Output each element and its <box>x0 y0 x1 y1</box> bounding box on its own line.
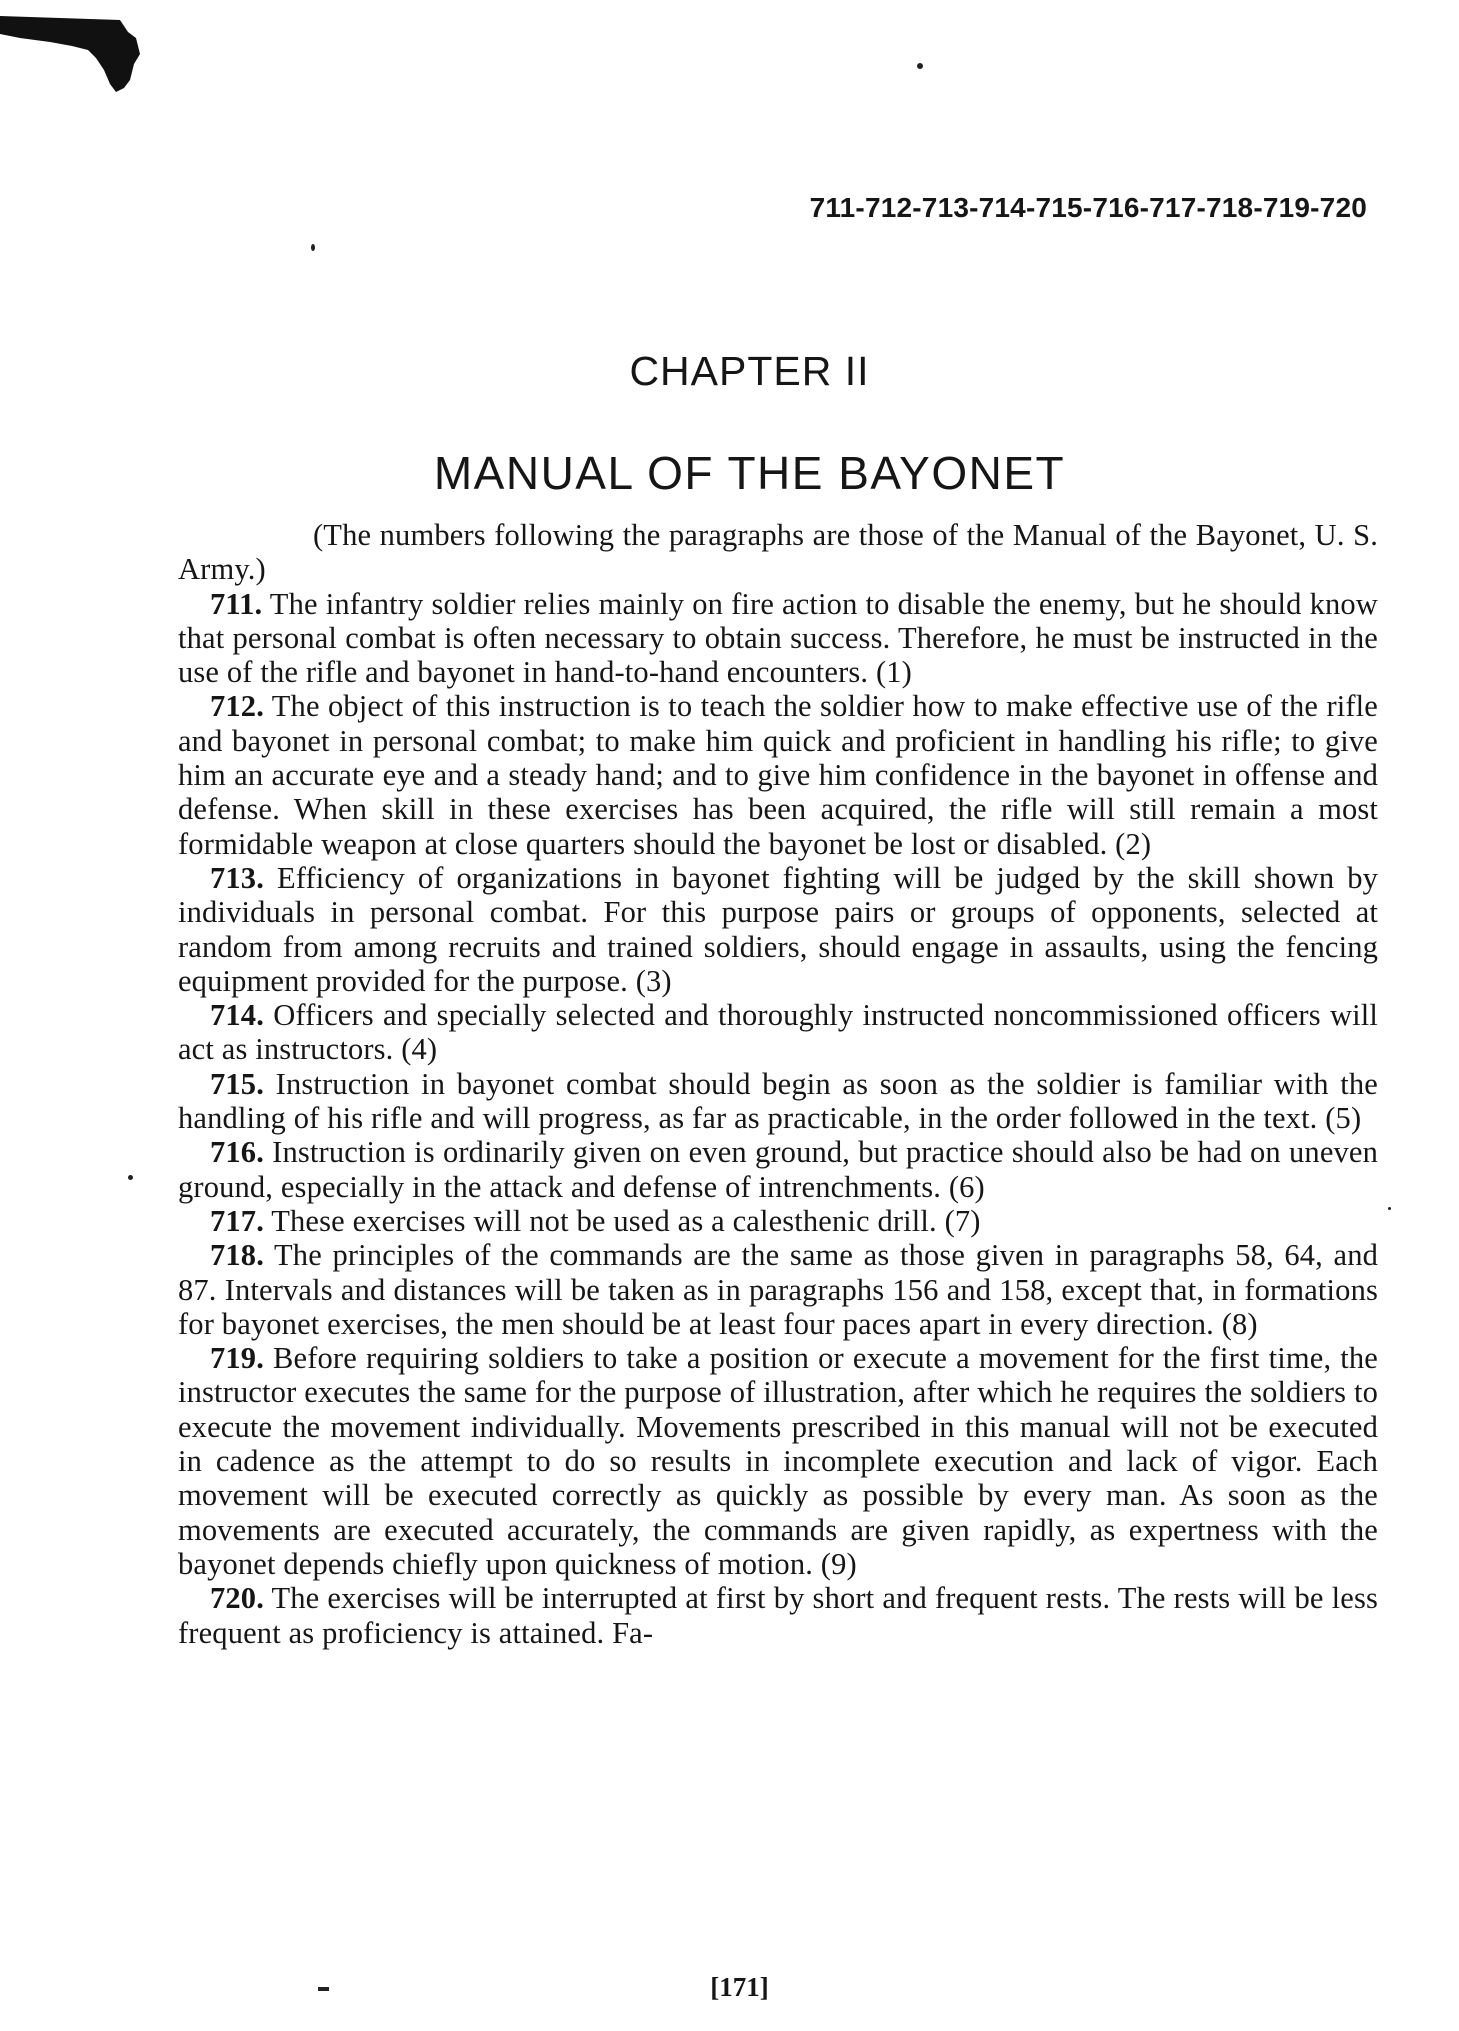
paragraph-720 <box>178 1581 1378 1650</box>
paragraph-number: 720. <box>210 1581 264 1616</box>
running-head: 711-712-713-714-715-716-717-718-719-720 <box>809 192 1367 223</box>
paragraph-number: 714. <box>210 998 264 1033</box>
ink-blot-mark <box>0 10 180 100</box>
paragraph-text: The object of this instruction is to teach the soldier how to make effective use of the rifle and bayonet in personal combat; to make him quick and proficient in handling his rifle; to give him an accurate eye and a steady hand; and to give him confidence in the bayonet in offense and defense. When skill in these exercises has been acquired, the rifle will still remain a most formidable weapon at close quarters should the bayonet be lost or disabled. (2) <box>178 689 1378 861</box>
chapter-heading: CHAPTER II <box>629 348 870 394</box>
page-title: MANUAL OF THE BAYONET <box>433 447 1066 499</box>
paragraph-number: 716. <box>210 1135 264 1170</box>
paragraph-text: The exercises will be interrupted at first by short and frequent rests. The rests will be less frequent as proficiency is attained. Fa- <box>178 1581 1378 1650</box>
paragraph-number: 717. <box>210 1203 264 1238</box>
paragraph-text: The infantry soldier relies mainly on fire action to disable the enemy, but he should know that personal combat is often necessary to obtain success. Therefore, he must be instructed in the use of the rifle and bayonet in hand-to-hand encounters. (1) <box>178 586 1378 690</box>
paragraph-text: Instruction is ordinarily given on even ground, but practice should also be had on uneven ground, especially in the attack and defense of intrenchments. (6) <box>178 1135 1378 1204</box>
paragraph-number: 719. <box>210 1341 264 1376</box>
paragraph-number: 718. <box>210 1238 264 1273</box>
paragraph-715 <box>178 1067 1378 1136</box>
page-number: [171] <box>710 1972 769 2002</box>
paragraph-716 <box>178 1135 1378 1204</box>
paragraph-714 <box>178 998 1378 1067</box>
intro-paragraph: (The numbers following the paragraphs are those of the Manual of the Bayonet, U. S. Army.) <box>178 518 1378 587</box>
paragraph-number: 711. <box>210 586 263 621</box>
speck-mark <box>128 1175 133 1180</box>
paragraph-text: These exercises will not be used as a calesthenic drill. (7) <box>271 1203 981 1238</box>
paragraph-text: Instruction in bayonet combat should begin as soon as the soldier is familiar with the handling of his rifle and will progress, as far as practicable, in the order followed in the text. (5) <box>178 1066 1378 1136</box>
body-text <box>178 518 1378 1650</box>
speck-mark <box>311 244 315 251</box>
paragraph-number: 715. <box>210 1066 264 1101</box>
paragraph-text: The principles of the commands are the same as those given in paragraphs 58, 64, and 87. Intervals and distances will be taken as in paragraphs 156 and 158, except that, in formations for bayonet exercises, the men should be at least four paces apart in every direction. (8) <box>178 1238 1378 1341</box>
paragraph-text: Efficiency of organizations in bayonet fighting will be judged by the skill shown by individuals in personal combat. For this purpose pairs or groups of opponents, selected at random from among recruits and trained soldiers, should engage in assaults, using the fencing equipment provided for the purpose. (3) <box>178 860 1379 998</box>
speck-mark <box>1388 1207 1391 1210</box>
paragraph-number: 713. <box>210 860 264 895</box>
speck-mark <box>917 63 923 69</box>
paragraph-number: 712. <box>210 689 264 724</box>
paragraph-712 <box>178 689 1378 860</box>
paragraph-713 <box>178 861 1378 998</box>
paragraph-text: Officers and specially selected and thoroughly instructed noncommissioned officers will act as instructors. (4) <box>178 998 1378 1067</box>
paragraph-719 <box>178 1341 1378 1581</box>
paragraph-text: Before requiring soldiers to take a position or execute a movement for the first time, the instructor executes the same for the purpose of illustration, after which he requires the soldiers to execute the movement individually. Movements prescribed in this manual will not be executed in cadence as the attempt to do so results in incomplete execution and lack of vigor. Each movement will be executed correctly as quickly as possible by every man. As soon as the movements are executed accurately, the commands are given rapidly, as expertness with the bayonet depends chiefly upon quickness of motion. (9) <box>178 1341 1378 1581</box>
paragraph-711 <box>178 587 1378 690</box>
paragraph-718 <box>178 1238 1378 1341</box>
paragraph-717 <box>178 1204 1378 1238</box>
